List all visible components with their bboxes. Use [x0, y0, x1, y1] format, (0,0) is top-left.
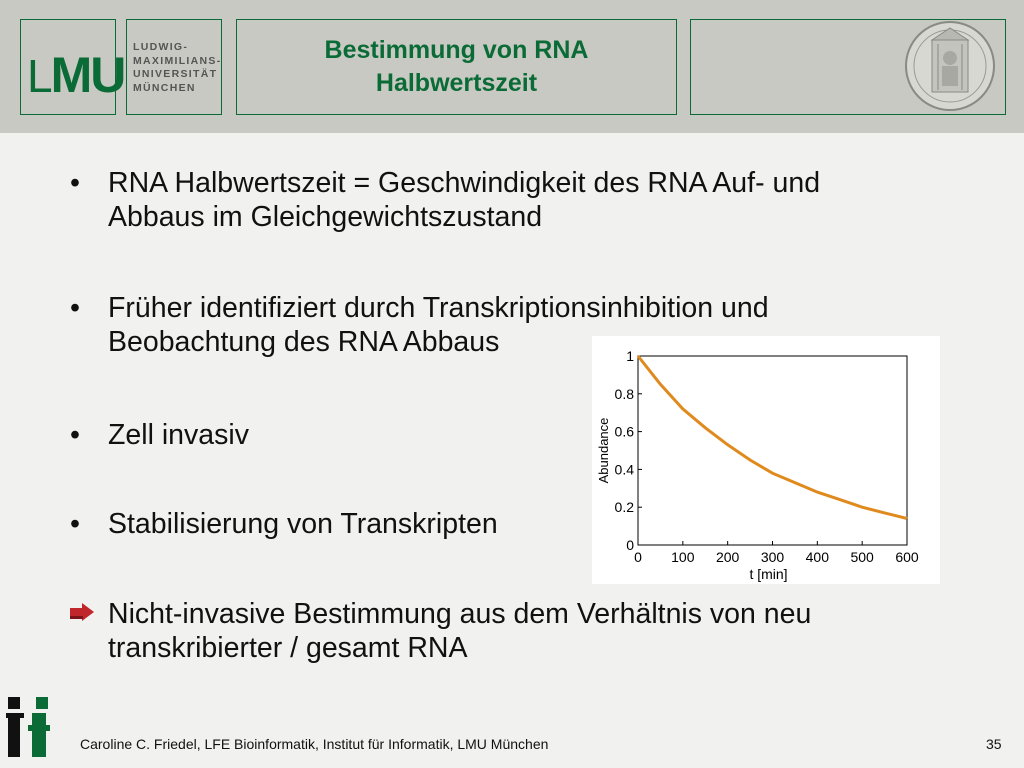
y-tick-label: 0.2 — [614, 499, 634, 516]
university-line: UNIVERSITÄT — [133, 68, 218, 80]
bullet-marker: • — [70, 292, 80, 324]
seal-box — [690, 19, 1006, 115]
y-tick-label: 0.4 — [614, 461, 634, 478]
y-tick-label: 0 — [626, 537, 634, 553]
y-axis-label: Abundance — [596, 417, 611, 484]
x-tick-label: 100 — [671, 549, 695, 565]
lmu-logo: LMU — [27, 47, 125, 103]
x-axis-label: t [min] — [749, 566, 788, 582]
x-tick-label: 300 — [760, 549, 785, 565]
x-tick-label: 600 — [895, 549, 919, 565]
bullet-marker: • — [70, 419, 80, 451]
plot-frame — [638, 356, 907, 545]
x-tick-label: 0 — [634, 549, 642, 565]
header-bar — [0, 0, 1024, 133]
page-number: 35 — [986, 736, 1002, 752]
university-name-box — [126, 19, 222, 115]
footer-credit: Caroline C. Friedel, LFE Bioinformatik, Institut für Informatik, LMU München — [80, 736, 549, 752]
bullet-marker: • — [70, 167, 80, 199]
bullet-item — [70, 166, 998, 234]
decay-chart — [592, 336, 940, 584]
bullet-text-line: Beobachtung des RNA Abbaus — [108, 326, 500, 358]
x-tick-label: 500 — [850, 549, 874, 565]
bullet-item — [108, 597, 998, 665]
x-tick-label: 200 — [715, 549, 740, 565]
y-tick-label: 0.6 — [614, 423, 634, 440]
bullet-marker: • — [70, 508, 80, 540]
university-line: LUDWIG- — [133, 41, 189, 53]
bullet-text-line: RNA Halbwertszeit = Geschwindigkeit des RNA Auf- und — [108, 167, 821, 199]
bullet-text-line: Stabilisierung von Transkripten — [108, 508, 498, 540]
university-line: MAXIMILIANS- — [133, 54, 222, 67]
university-seal-icon — [900, 18, 1000, 114]
lmu-logo-box — [20, 19, 125, 115]
bullet-text-line: Nicht-invasive Bestimmung aus dem Verhältnis von neu — [108, 598, 812, 630]
bullet-text-line: Abbaus im Gleichgewichtszustand — [108, 201, 543, 233]
slide-title-box — [236, 19, 677, 115]
series-line — [638, 356, 907, 519]
bullet-text-line: Früher identifiziert durch Transkriptionsinhibition und — [108, 292, 769, 324]
decay-plot — [592, 336, 940, 584]
bullet-text-line: Zell invasiv — [108, 419, 249, 451]
bioinformatics-logo-icon — [6, 695, 54, 761]
slide-title-line-2: Halbwertszeit — [375, 69, 538, 97]
arrow-right-icon — [68, 601, 96, 625]
slide-title-line-1: Bestimmung von RNA — [324, 36, 589, 64]
y-tick-label: 1 — [626, 348, 634, 364]
y-tick-label: 0.8 — [614, 385, 634, 402]
bullet-text-line: transkribierter / gesamt RNA — [108, 632, 468, 664]
x-tick-label: 400 — [805, 549, 830, 565]
university-line: MÜNCHEN — [133, 81, 196, 94]
